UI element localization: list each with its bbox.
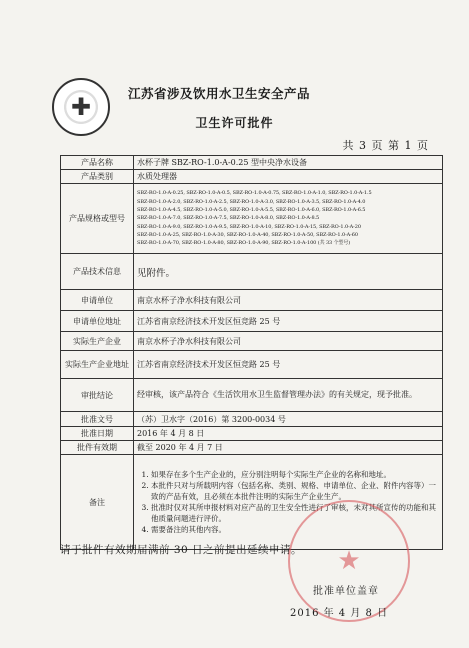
notes-label: 备注 (61, 455, 134, 550)
validity-value: 截至 2020 年 4 月 7 日 (134, 441, 443, 455)
manufacturer-address-label: 实际生产企业地址 (61, 351, 134, 379)
model-label: 产品规格或型号 (61, 184, 134, 254)
applicant-value: 南京水杯子净水科技有限公司 (134, 290, 443, 311)
approval-no-value: （苏）卫水字（2016）第 3200-0034 号 (134, 412, 443, 427)
row-manufacturer-address (61, 351, 443, 379)
row-validity (61, 441, 443, 455)
category-label: 产品类别 (61, 170, 134, 184)
manufacturer-value: 南京水杯子净水科技有限公司 (134, 332, 443, 351)
category-value: 水质处理器 (134, 170, 443, 184)
approval-table (60, 155, 443, 550)
issue-date: 2016 年 4 月 8 日 (290, 608, 389, 619)
tech-info-label: 产品技术信息 (61, 254, 134, 290)
row-tech-info (61, 254, 443, 290)
model-line: SBZ-RO-1.0-A-0.25, SBZ-RO-1.0-A-0.5, SBZ-RO-1.0-A-0.75, SBZ-RO-1.0-A-1.0, SBZ-RO-1.0-A-1.5 (137, 190, 372, 197)
row-applicant-address (61, 311, 443, 332)
manufacturer-label: 实际生产企业 (61, 332, 134, 351)
official-seal-icon: ★ (288, 500, 410, 622)
document-subtitle: 卫生许可批件 (195, 116, 274, 130)
conclusion-label: 审批结论 (61, 379, 134, 412)
product-name-value: 水杯子牌 SBZ-RO-1.0-A-0.25 型中央净水设备 (134, 156, 443, 170)
note-item: 3. 批准时仅对其所申报材料对应产品的卫生安全性进行了审核，未对其所宣传的功能和其他质量问题进行评价。 (151, 502, 439, 524)
row-product-name (61, 156, 443, 170)
applicant-label: 申请单位 (61, 290, 134, 311)
row-approval-no (61, 412, 443, 427)
model-line: SBZ-RO-1.0-A-7.0, SBZ-RO-1.0-A-7.5, SBZ-RO-1.0-A-8.0, SBZ-RO-1.0-A-8.5 (137, 215, 320, 222)
applicant-address-value: 江苏省南京经济技术开发区恒竞路 25 号 (134, 311, 443, 332)
document-title: 江苏省涉及饮用水卫生安全产品 (128, 86, 311, 101)
note-item: 2. 本批件只对与所载明内容（包括名称、类别、规格、申请单位、企业、附件内容等）一致的产品有效，且必须在本批件注明的实际生产企业生产。 (151, 480, 439, 502)
manufacturer-address-value: 江苏省南京经济技术开发区恒竞路 25 号 (134, 351, 443, 379)
model-list (134, 184, 443, 254)
row-manufacturer (61, 332, 443, 351)
model-line: SBZ-RO-1.0-A-70, SBZ-RO-1.0-A-80, SBZ-RO-1.0-A-90, SBZ-RO-1.0-A-100 (共 33 个型号) (137, 240, 351, 247)
row-models (61, 184, 443, 254)
issuer-stamp-label: 批准单位盖章 (313, 586, 379, 597)
model-line: SBZ-RO-1.0-A-25, SBZ-RO-1.0-A-30, SBZ-RO-1.0-A-40, SBZ-RO-1.0-A-50, SBZ-RO-1.0-A-60 (137, 231, 358, 238)
renewal-notice: 请于批件有效期届满前 30 日之前提出延续申请。 (60, 544, 303, 556)
approval-date-label: 批准日期 (61, 427, 134, 441)
page-info: 共 3 页 第 1 页 (342, 139, 429, 152)
conclusion-value: 经审核，该产品符合《生活饮用水卫生监督管理办法》的有关规定，现予批准。 (134, 379, 443, 412)
tech-info-value: 见附件。 (134, 254, 443, 290)
row-approval-date (61, 427, 443, 441)
note-item: 1. 如果存在多个生产企业的，应分别注明每个实际生产企业的名称和地址。 (151, 469, 439, 480)
product-name-label: 产品名称 (61, 156, 134, 170)
model-line: SBZ-RO-1.0-A-9.0, SBZ-RO-1.0-A-9.5, SBZ-RO-1.0-A-10, SBZ-RO-1.0-A-15, SBZ-RO-1.0-A-20 (137, 223, 361, 230)
model-line: SBZ-RO-1.0-A-2.0, SBZ-RO-1.0-A-2.5, SBZ-RO-1.0-A-3.0, SBZ-RO-1.0-A-3.5, SBZ-RO-1.0-A-4.0 (137, 198, 366, 205)
note-item: 4. 需要备注的其他内容。 (151, 524, 439, 535)
health-emblem-icon: ✚ (52, 78, 110, 136)
approval-date-value: 2016 年 4 月 8 日 (134, 427, 443, 441)
applicant-address-label: 申请单位地址 (61, 311, 134, 332)
validity-label: 批件有效期 (61, 441, 134, 455)
row-category (61, 170, 443, 184)
approval-no-label: 批准文号 (61, 412, 134, 427)
row-applicant (61, 290, 443, 311)
model-line: SBZ-RO-1.0-A-4.5, SBZ-RO-1.0-A-5.0, SBZ-RO-1.0-A-5.5, SBZ-RO-1.0-A-6.0, SBZ-RO-1.0-A-6.5 (137, 207, 366, 214)
row-conclusion (61, 379, 443, 412)
